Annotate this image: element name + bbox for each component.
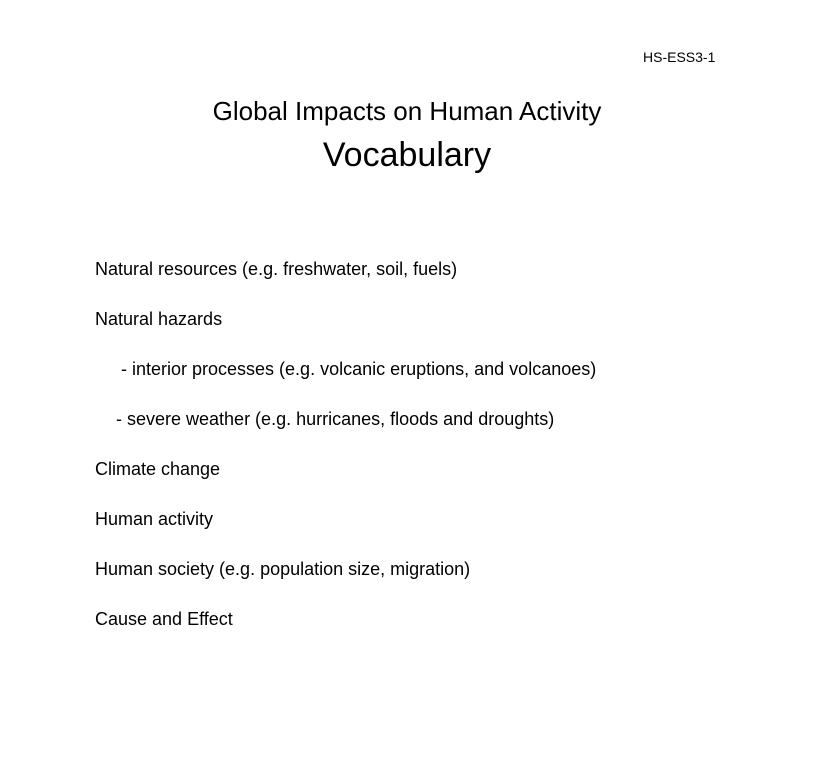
vocab-item-natural-resources: Natural resources (e.g. freshwater, soil, fuels) <box>95 259 458 279</box>
page-title: Vocabulary <box>322 136 492 174</box>
standard-code: HS-ESS3-1 <box>643 49 716 65</box>
vocab-item-human-activity: Human activity <box>95 509 214 529</box>
vocab-subitem-severe-weather: - severe weather (e.g. hurricanes, floods and droughts) <box>116 409 555 429</box>
vocab-item-climate-change: Climate change <box>95 459 221 479</box>
vocab-item-cause-and-effect: Cause and Effect <box>95 609 233 629</box>
page-subtitle: Global Impacts on Human Activity <box>212 96 602 126</box>
vocab-subitem-interior-processes: - interior processes (e.g. volcanic eruptions, and volcanoes) <box>121 359 597 379</box>
vocab-item-human-society: Human society (e.g. population size, migration) <box>95 559 471 579</box>
vocab-item-natural-hazards: Natural hazards <box>95 309 223 329</box>
